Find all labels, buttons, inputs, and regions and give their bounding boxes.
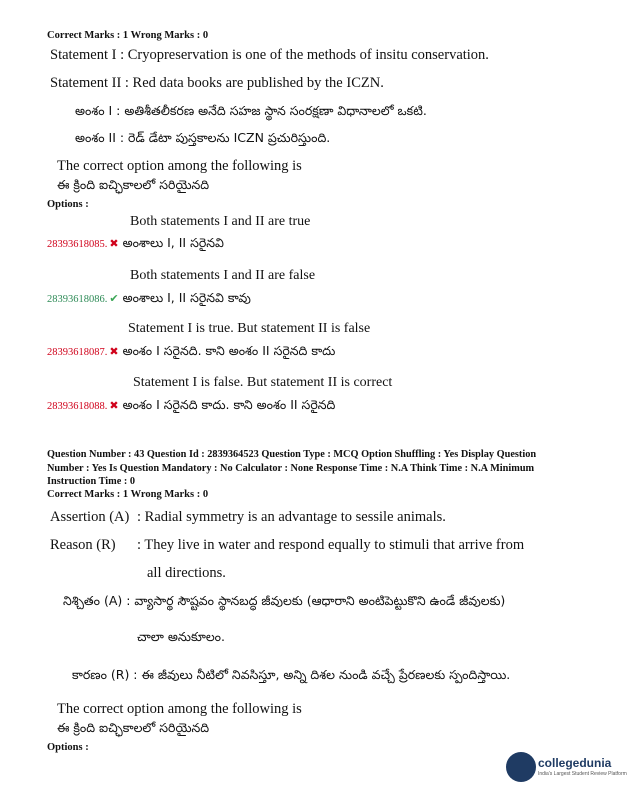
reason-text-cont: all directions. xyxy=(147,565,226,581)
marks-line: Correct Marks : 1 Wrong Marks : 0 xyxy=(47,30,209,41)
assertion-label: Assertion (A) xyxy=(50,509,130,525)
reason-telugu: కారణం (R) : ఈ జీవులు నీటిలో నివసిస్తూ, అన్ని దిశల నుండి వచ్చే ప్రేరణలకు స్పందిస్తాయి. xyxy=(72,667,511,682)
question-prompt-telugu: ఈ క్రింది ఐచ్ఛికాలలో సరియైనది xyxy=(57,177,210,192)
statement-2-telugu: అంశం II : రెడ్ డేటా పుస్తకాలను ICZN ప్రచురిస్తుంది. xyxy=(75,130,331,145)
wrong-mark-icon: ✖ xyxy=(109,238,119,250)
marks-line: Correct Marks : 1 Wrong Marks : 0 xyxy=(47,489,209,500)
option-id: 28393618085. xyxy=(47,239,108,250)
option-1[interactable] xyxy=(47,234,224,254)
assertion-text: : Radial symmetry is an advantage to sessile animals. xyxy=(137,509,446,525)
logo-tagline: India's Largest Student Review Platform xyxy=(538,771,627,777)
option-2-telugu: అంశాలు I, II సరైనవి కావు xyxy=(122,290,251,305)
reason-text: : They live in water and respond equally to stimuli that arrive from xyxy=(137,537,525,553)
option-1-text: Both statements I and II are true xyxy=(130,214,311,229)
question-prompt-telugu: ఈ క్రింది ఐచ్ఛికాలలో సరియైనది xyxy=(57,720,210,735)
options-label: Options : xyxy=(47,742,89,753)
option-4-text: Statement I is false. But statement II is correct xyxy=(133,375,393,390)
assertion-telugu: నిశ్చితం (A) : వ్యాసార్థ సౌష్టవం స్థానబద్ధ జీవులకు (ఆధారాని అంటిపెట్టుకొని ఉండే జీవులకు) xyxy=(63,593,506,608)
mascot-icon xyxy=(506,752,536,782)
statement-2: Statement II : Red data books are published by the ICZN. xyxy=(50,75,384,91)
options-label: Options : xyxy=(47,199,89,210)
assertion-telugu-cont: చాలా అనుకూలం. xyxy=(137,629,225,644)
option-2[interactable] xyxy=(47,289,251,309)
statement-1-telugu: అంశం I : అతిశీతలీకరణ అనేది సహజ స్థాన సంరక్షణా విధానాలలో ఒకటి. xyxy=(75,103,427,118)
option-3-text: Statement I is true. But statement II is false xyxy=(128,321,371,336)
question-meta: Question Number : 43 Question Id : 2839364523 Question Type : MCQ Option Shuffling : Yes Display Question Number : Yes Is Question Mandatory : No Calculator : None Response Time : N.A Think Time : N.A Minimum Instruction Time : 0 xyxy=(47,449,537,487)
option-id: 28393618086. xyxy=(47,294,108,305)
option-3[interactable] xyxy=(47,342,335,362)
question-prompt: The correct option among the following is xyxy=(57,158,302,174)
correct-check-icon: ✔ xyxy=(109,293,119,305)
wrong-mark-icon: ✖ xyxy=(109,400,119,412)
option-2-text: Both statements I and II are false xyxy=(130,268,316,283)
question-prompt: The correct option among the following is xyxy=(57,701,302,717)
option-1-telugu: అంశాలు I, II సరైనవి xyxy=(122,235,224,250)
option-4-telugu: అంశం I సరైనది కాదు. కాని అంశం II సరైనది xyxy=(122,397,336,412)
reason-label: Reason (R) xyxy=(50,537,116,553)
wrong-mark-icon: ✖ xyxy=(109,346,119,358)
option-3-telugu: అంశం I సరైనది. కాని అంశం II సరైనది కాదు xyxy=(122,343,336,358)
option-id: 28393618088. xyxy=(47,401,108,412)
statement-1: Statement I : Cryopreservation is one of the methods of insitu conservation. xyxy=(50,47,489,63)
collegedunia-logo xyxy=(506,752,627,786)
logo-name: collegedunia xyxy=(538,756,612,770)
option-id: 28393618087. xyxy=(47,347,108,358)
option-4[interactable] xyxy=(47,396,335,416)
